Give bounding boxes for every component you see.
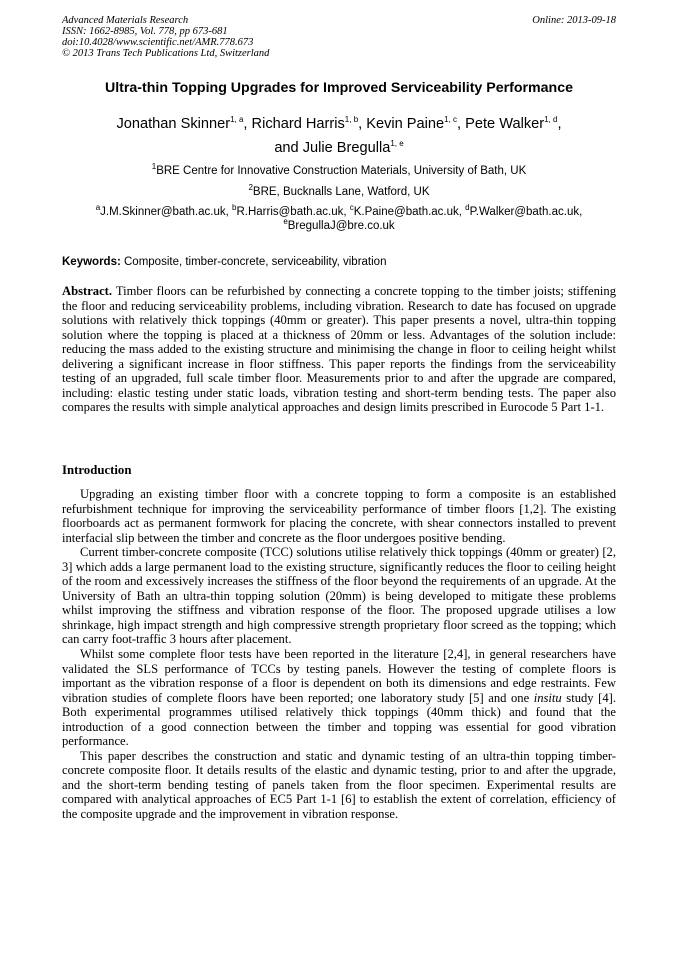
author-name: Richard Harris xyxy=(251,116,345,132)
email-mark: c xyxy=(349,203,354,213)
author-affil-mark: 1, e xyxy=(390,139,404,149)
affil-text: BRE, Bucknalls Lane, Watford, UK xyxy=(252,186,430,198)
author-separator: , xyxy=(243,116,252,132)
journal-name: Advanced Materials Research xyxy=(62,15,189,26)
keywords-line xyxy=(62,255,616,269)
affil-text: BRE Centre for Innovative Construction Materials, University of Bath, UK xyxy=(156,165,527,177)
author-affil-mark: 1, a xyxy=(230,115,244,125)
journal-doi: doi:10.4028/www.scientific.net/AMR.778.673 xyxy=(62,37,254,48)
keywords-text: Composite, timber-concrete, serviceability, vibration xyxy=(120,256,387,268)
paragraph: Current timber-concrete composite (TCC) solutions utilise relatively thick toppings (40mm or greater) [2, 3] which adds a large permanent load to the existing structure, significantly reduces the floor to ceiling height of the room and excessively increases the stiffness of the floor beyond the requirements of an upgrade. At the University of Bath an ultra-thin topping solution (20mm) is being developed to mitigate these problems whilst improving the stiffness and vibration response of the floor. The proposed upgrade utilises a low shrinkage, high impact strength and high compressive strength proprietary floor screed as the topping; which can carry foot-traffic 3 hours after placement. xyxy=(62,545,616,647)
online-date: Online: 2013-09-18 xyxy=(532,15,616,26)
author-separator: , xyxy=(358,116,367,132)
paragraph: This paper describes the construction and static and dynamic testing of an ultra-thin topping timber-concrete composite floor. It details results of the elastic and dynamic testing, prior to and after the upgrade, and the short-term bending testing of panels taken from the floor specimen. Experimental results are compared with analytical approaches of EC5 Part 1-1 [6] to establish the extent of correlation, efficiency of the composite upgrade and the improvement in vibration response. xyxy=(62,748,616,822)
email-link[interactable]: P.Walker@bath.ac.uk, xyxy=(469,206,583,218)
introduction-body xyxy=(62,487,616,822)
email-mark: b xyxy=(232,203,237,213)
author-name: and Julie Bregulla xyxy=(274,140,391,156)
journal-header xyxy=(62,15,269,59)
keywords-label: Keywords: xyxy=(62,256,121,268)
author-list xyxy=(62,112,616,160)
email-link[interactable]: J.M.Skinner@bath.ac.uk, xyxy=(100,206,232,218)
email-link[interactable]: BregullaJ@bre.co.uk xyxy=(287,220,395,232)
journal-issn: ISSN: 1662-8985, Vol. 778, pp 673-681 xyxy=(62,26,228,37)
paragraph xyxy=(62,647,616,749)
author-affil-mark: 1, c xyxy=(444,115,458,125)
email-mark: a xyxy=(95,203,101,213)
author-name: Pete Walker xyxy=(465,116,545,132)
author-separator: , xyxy=(557,116,562,132)
abstract xyxy=(62,284,616,415)
paragraph: Upgrading an existing timber floor with a concrete topping to form a composite is an established refurbishment technique for improving the serviceability performance of timber floors [1,2]. The existing floorboards act as permanent formwork for placing the concrete, with shear connectors installed to prevent interfacial slip between the timber and concrete as the floor undergoes positive bending. xyxy=(62,487,616,545)
author-name: Jonathan Skinner xyxy=(116,116,231,132)
affil-mark: 1 xyxy=(151,162,157,172)
author-affil-mark: 1, b xyxy=(344,115,359,125)
author-separator: , xyxy=(457,116,466,132)
paragraph-text: Whilst some complete floor tests have been reported in the literature [2,4], in general researchers have validated the SLS performance of TCCs by testing panels. However the testing of complete floors is important as the vibration response of a floor is dependent on both its dimensions and edge restraints. Few vibration studies of complete floors have been reported; one laboratory study [5] and one xyxy=(62,647,616,705)
author-affil-mark: 1, d xyxy=(544,115,558,125)
abstract-label: Abstract. xyxy=(62,284,113,298)
section-heading-introduction: Introduction xyxy=(62,463,132,477)
email-list xyxy=(62,205,616,233)
email-mark: d xyxy=(465,203,470,213)
author-name: Kevin Paine xyxy=(366,116,445,132)
email-link[interactable]: R.Harris@bath.ac.uk, xyxy=(236,206,350,218)
email-mark: e xyxy=(283,217,288,227)
affiliation-1 xyxy=(62,164,616,178)
journal-copyright: © 2013 Trans Tech Publications Ltd, Switzerland xyxy=(62,48,270,59)
affil-mark: 2 xyxy=(248,183,253,193)
paper-title: Ultra-thin Topping Upgrades for Improved Serviceability Performance xyxy=(104,80,573,96)
affiliation-2 xyxy=(62,185,616,199)
paragraph-text: study [4]. Both experimental programmes utilised relatively thick toppings (40mm thick) and found that the introduction of a good connection between the timber and topping was essential for good vibration performance. xyxy=(62,690,616,749)
abstract-text: Timber floors can be refurbished by connecting a concrete topping to the timber joists; stiffening the floor and reducing serviceability problems, including vibration. Research to date has focused on upgrade solutions with relatively thick toppings (40mm or greater). This paper presents a novel, ultra-thin topping solution where the topping is placed at a thickness of 20mm or less. Advantages of the solution include: reducing the mass added to the existing structure and minimising the change in floor to ceiling height whilst delivering a significant increase in floor stiffness. This paper reports the findings from the serviceability testing of an upgraded, full scale timber floor. Measurements prior to and after the upgrade are compared, including: elastic testing under static loads, vibration testing and short-term bending tests. The paper also compares the results with simple analytical approaches and design limits prescribed in Eurocode 5 Part 1-1. xyxy=(62,284,616,415)
italic-term: insitu xyxy=(533,690,562,705)
email-link[interactable]: K.Paine@bath.ac.uk, xyxy=(353,206,466,218)
